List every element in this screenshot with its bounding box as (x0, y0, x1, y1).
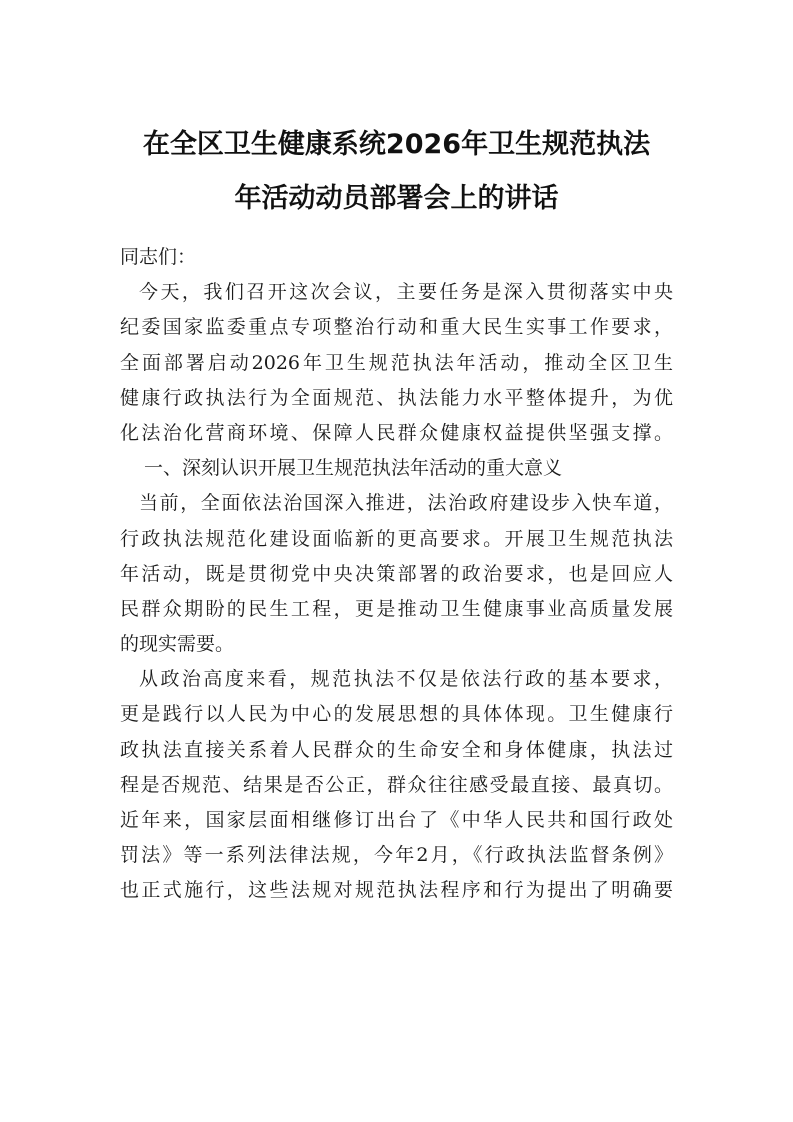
title-line-2: 年活动动员部署会上的讲话 (234, 183, 559, 214)
section-heading-1: 一、深刻认识开展卫生规范执法年活动的重大意义 (144, 457, 563, 480)
paragraph-line: 也正式施行，这些法规对规范执法程序和行为提出了明确要 (120, 879, 673, 902)
document-body (120, 240, 673, 909)
paragraph-line: 当前，全面依法治国深入推进，法治政府建设步入快车道， (139, 492, 673, 515)
paragraph-line: 更是践行以人民为中心的发展思想的具体体现。卫生健康行 (120, 703, 673, 726)
salutation: 同志们： (120, 246, 197, 268)
paragraph-line: 程是否规范、结果是否公正，群众往往感受最直接、最真切。 (120, 773, 673, 796)
paragraph-significance (120, 486, 673, 662)
paragraph-line: 近年来，国家层面相继修订出台了《中华人民共和国行政处 (120, 809, 673, 831)
paragraph-intro (120, 275, 673, 451)
title-line-1: 在全区卫生健康系统2026年卫生规范执法 (142, 129, 651, 160)
paragraph-line: 今天，我们召开这次会议，主要任务是深入贯彻落实中央 (139, 281, 673, 304)
paragraph-line: 从政治高度来看，规范执法不仅是依法行政的基本要求， (139, 668, 673, 691)
paragraph-political (120, 662, 673, 908)
paragraph-line: 行政执法规范化建设面临新的更高要求。开展卫生规范执法 (120, 527, 673, 550)
document-title (100, 118, 693, 226)
paragraph-line: 民群众期盼的民生工程，更是推动卫生健康事业高质量发展 (120, 597, 673, 620)
paragraph-line: 年活动，既是贯彻党中央决策部署的政治要求，也是回应人 (120, 562, 673, 585)
paragraph-line: 化法治化营商环境、保障人民群众健康权益提供坚强支撑。 (120, 421, 673, 444)
paragraph-line: 的现实需要。 (120, 633, 235, 656)
paragraph-line: 健康行政执法行为全面规范、执法能力水平整体提升，为优 (120, 386, 673, 409)
paragraph-line: 罚法》等一系列法律法规，今年2月，《行政执法监督条例》 (120, 844, 673, 867)
paragraph-line: 全面部署启动2026年卫生规范执法年活动，推动全区卫生 (120, 351, 673, 374)
paragraph-line: 政执法直接关系着人民群众的生命安全和身体健康，执法过 (120, 738, 673, 761)
paragraph-line: 纪委国家监委重点专项整治行动和重大民生实事工作要求， (120, 316, 673, 339)
